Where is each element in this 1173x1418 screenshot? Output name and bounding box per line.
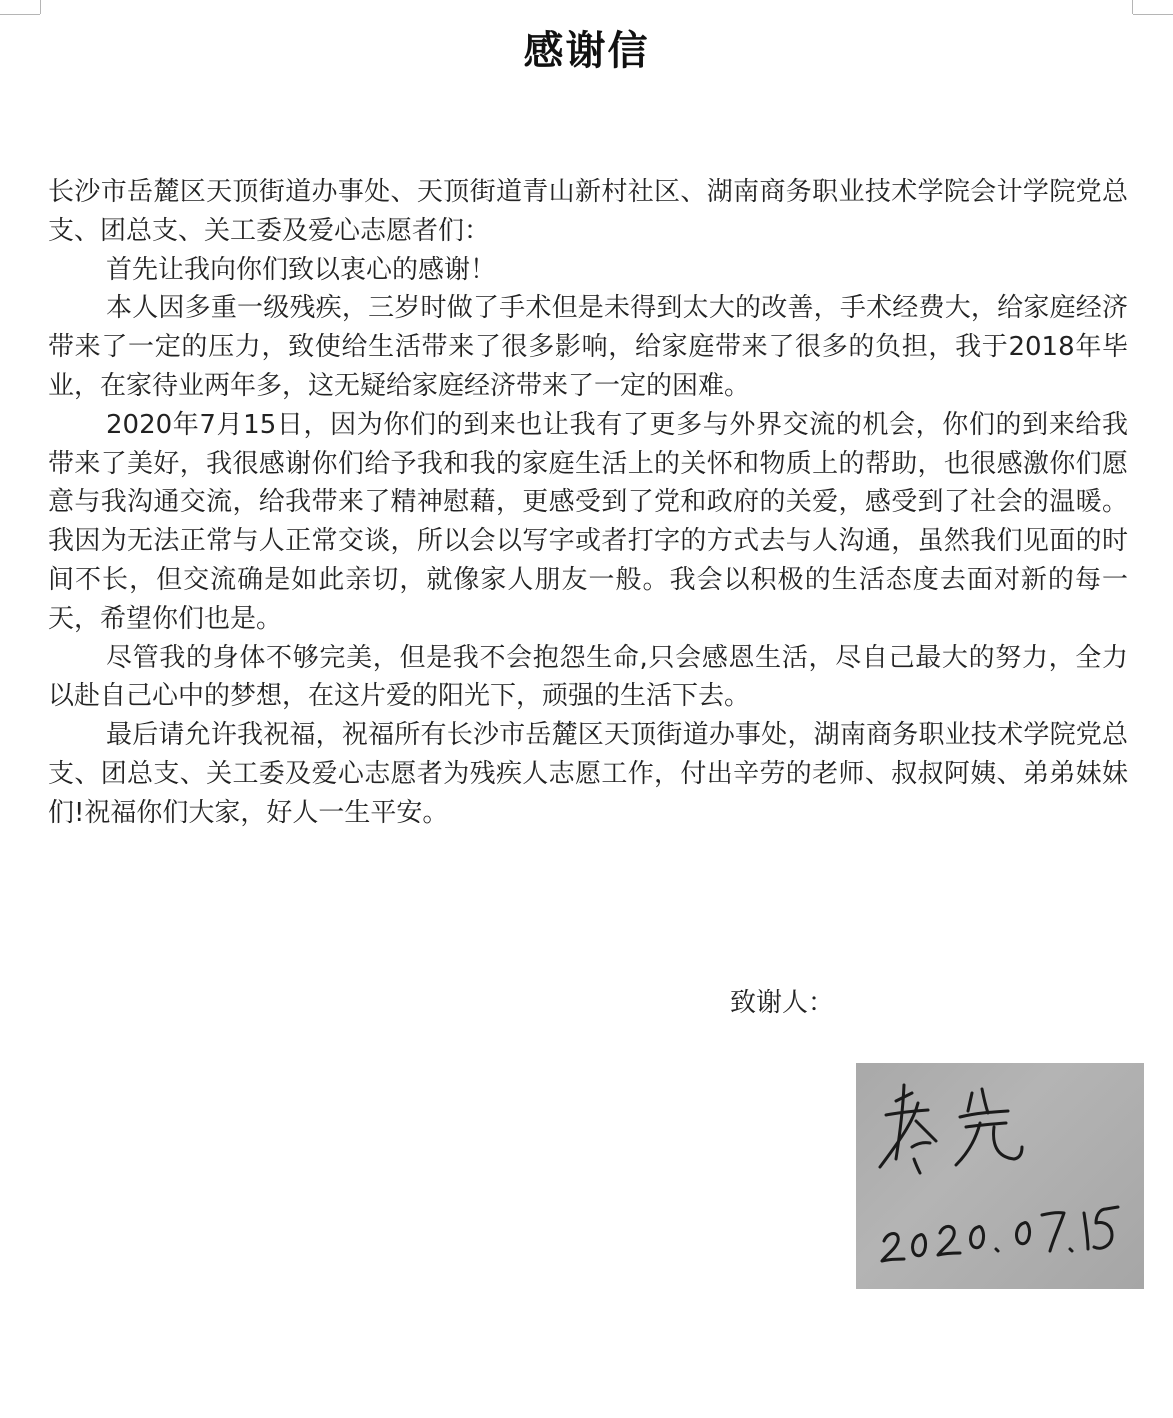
letter-title: 感谢信 [523,28,650,74]
crop-mark-top-right [1133,0,1173,15]
salutation: 长沙市岳麓区天顶街道办事处、天顶街道青山新村社区、湖南商务职业技术学院会计学院党总支、团总支、关工委及爱心志愿者们： [48,177,1128,246]
sign-label: 致谢人： [730,988,835,1018]
paragraph-2: 本人因多重一级残疾，三岁时做了手术但是未得到太大的改善，手术经费大，给家庭经济带来了一定的压力，致使给生活带来了很多影响，给家庭带来了很多的负担，我于2018年毕业，在家待业两年多，这无疑给家庭经济带来了一定的困难。 [48,293,1128,401]
handwritten-signature [856,1063,1144,1289]
paragraph-3: 2020年7月15日，因为你们的到来也让我有了更多与外界交流的机会，你们的到来给我带来了美好，我很感谢你们给予我和我的家庭生活上的关怀和物质上的帮助，也很感激你们愿意与我沟通交流，给我带来了精神慰藉，更感受到了党和政府的关爱，感受到了社会的温暖。我因为无法正常与人正常交谈，所以会以写字或者打字的方式去与人沟通，虽然我们见面的时间不长，但交流确是如此亲切，就像家人朋友一般。我会以积极的生活态度去面对新的每一天，希望你们也是。 [48,409,1128,634]
letter-body [48,173,1128,833]
crop-mark-top-left [0,0,40,15]
paragraph-1: 首先让我向你们致以衷心的感谢！ [106,254,497,285]
paragraph-4: 尽管我的身体不够完美，但是我不会抱怨生命,只会感恩生活，尽自己最大的努力，全力以赴自己心中的梦想，在这片爱的阳光下，顽强的生活下去。 [48,642,1128,712]
paragraph-5: 最后请允许我祝福，祝福所有长沙市岳麓区天顶街道办事处，湖南商务职业技术学院党总支、团总支、关工委及爱心志愿者为残疾人志愿工作，付出辛劳的老师、叔叔阿姨、弟弟妹妹们!祝福你们大家，好人一生平安。 [48,720,1128,828]
signature-photo [856,1063,1144,1289]
